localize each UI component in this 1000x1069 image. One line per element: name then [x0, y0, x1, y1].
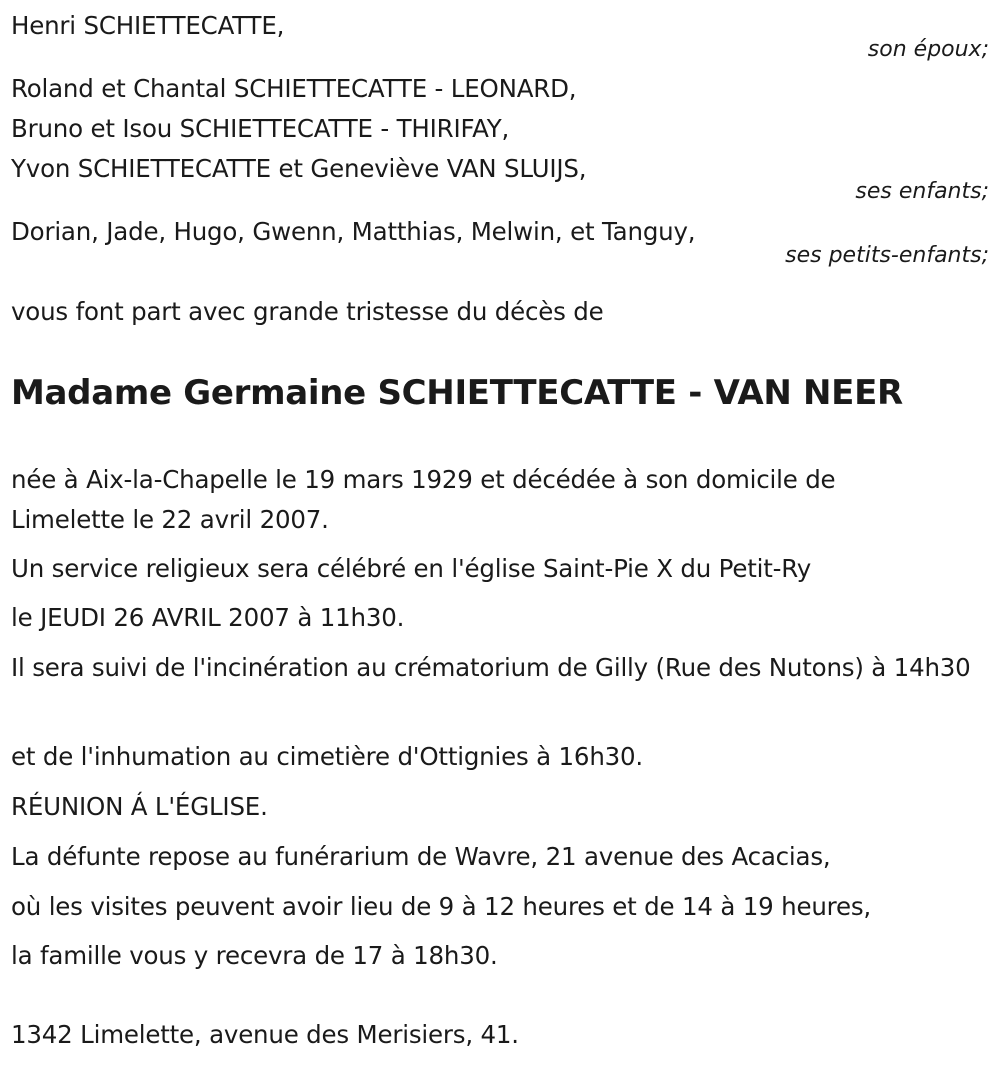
spouse-name: Henri SCHIETTECATTE,: [11, 11, 285, 40]
service-text: Un service religieux sera célébré en l'église Saint-Pie X du Petit-Ry: [11, 554, 812, 583]
deceased-name: Madame Germaine SCHIETTECATTE - VAN NEER: [11, 373, 903, 413]
grandchildren-names: Dorian, Jade, Hugo, Gwenn, Matthias, Melwin, et Tanguy,: [11, 217, 696, 246]
grandchildren-role: ses petits-enfants;: [785, 243, 989, 268]
meeting-text: RÉUNION Á L'ÉGLISE.: [11, 792, 268, 821]
service-date: le JEUDI 26 AVRIL 2007 à 11h30.: [11, 603, 405, 632]
spouse-role: son époux;: [867, 37, 989, 62]
funerarium-text: La défunte repose au funérarium de Wavre, 21 avenue des Acacias,: [11, 842, 831, 871]
child-line: Roland et Chantal SCHIETTECATTE - LEONARD,: [11, 74, 577, 103]
child-line: Yvon SCHIETTECATTE et Geneviève VAN SLUIJS,: [11, 154, 587, 183]
address-text: 1342 Limelette, avenue des Merisiers, 41.: [11, 1020, 519, 1049]
cremation-text: Il sera suivi de l'incinération au crématorium de Gilly (Rue des Nutons) à 14h30: [11, 653, 971, 682]
child-line: Bruno et Isou SCHIETTECATTE - THIRIFAY,: [11, 114, 510, 143]
burial-text: et de l'inhumation au cimetière d'Ottignies à 16h30.: [11, 742, 644, 771]
birth-death-text: née à Aix-la-Chapelle le 19 mars 1929 et décédée à son domicile de Limelette le 22 avril 2007.: [11, 465, 836, 534]
announcement-text: vous font part avec grande tristesse du décès de: [11, 297, 604, 326]
children-role: ses enfants;: [855, 179, 989, 204]
visits-text: où les visites peuvent avoir lieu de 9 à 12 heures et de 14 à 19 heures,: [11, 892, 872, 921]
reception-text: la famille vous y recevra de 17 à 18h30.: [11, 941, 498, 970]
